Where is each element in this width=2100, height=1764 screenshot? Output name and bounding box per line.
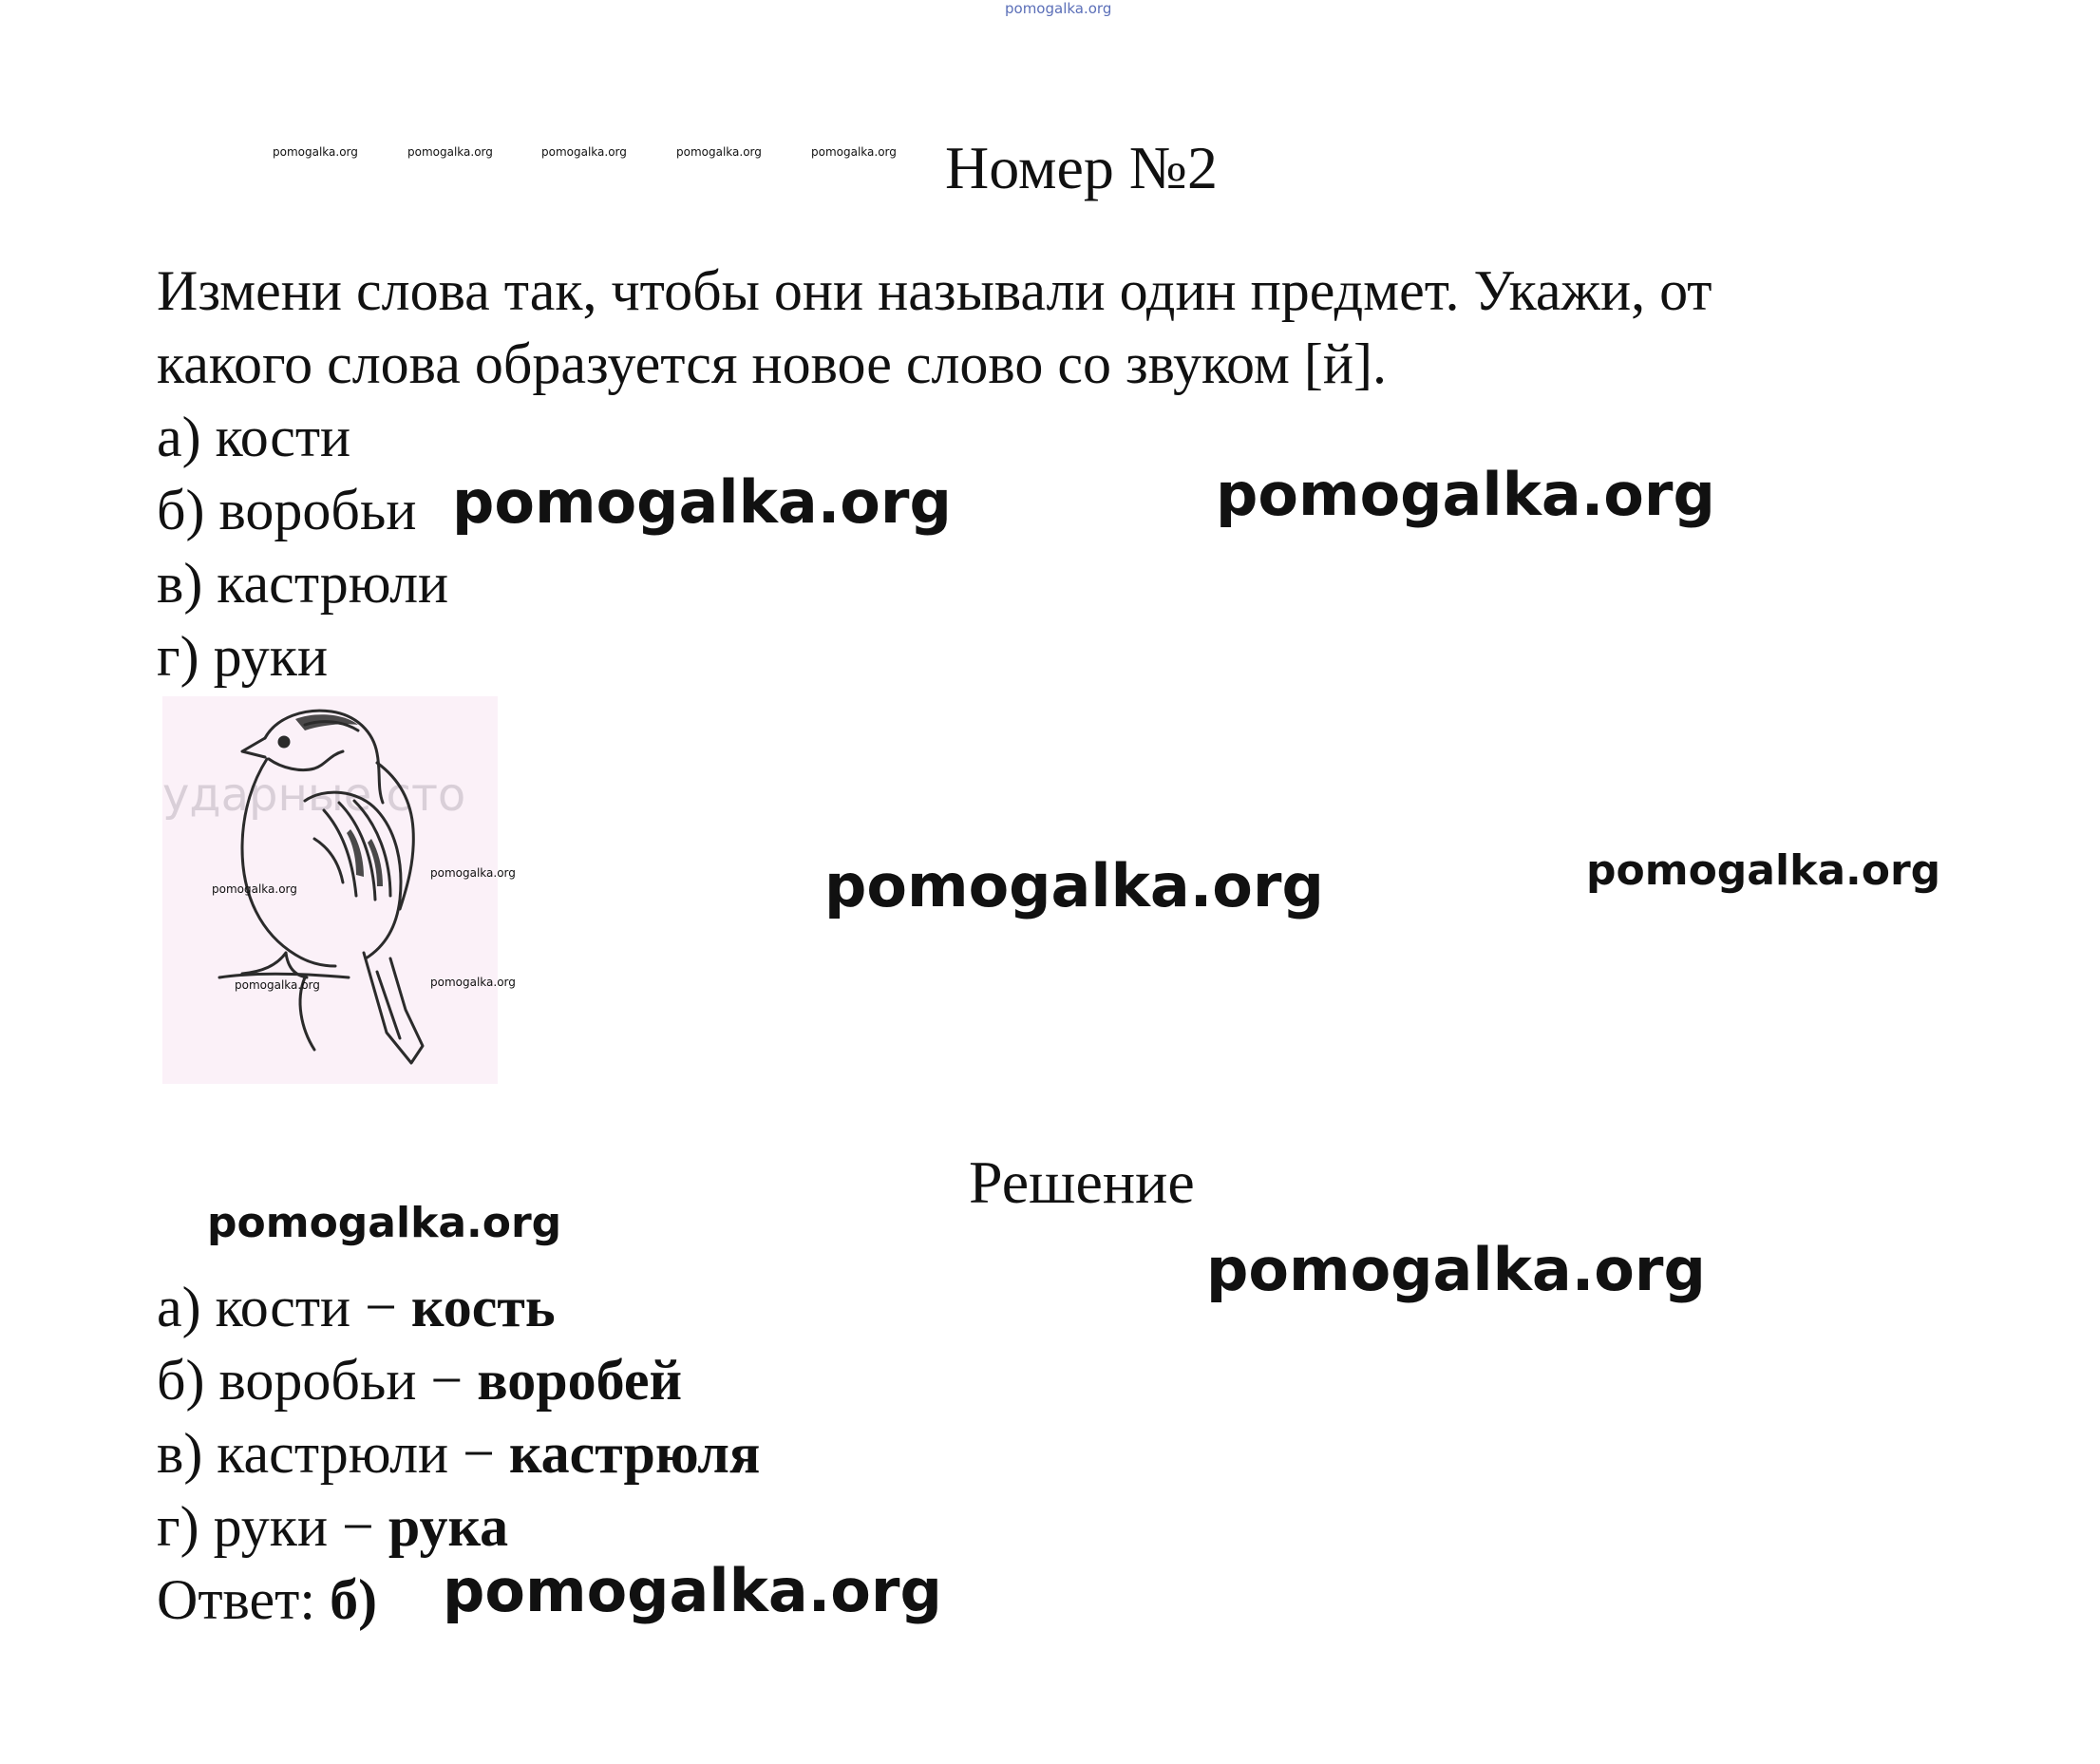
image-watermark-1: pomogalka.org — [212, 882, 297, 896]
watermark-large-1: pomogalka.org — [452, 467, 952, 537]
header-watermark-4: pomogalka.org — [676, 145, 762, 159]
solution-answer-a: кость — [411, 1276, 556, 1338]
header-watermark-1: pomogalka.org — [273, 145, 358, 159]
header-watermark-3: pomogalka.org — [541, 145, 627, 159]
watermark-large-3: pomogalka.org — [824, 851, 1324, 920]
solution-row-v: в) кастрюли − кастрюля — [157, 1422, 761, 1485]
top-watermark: pomogalka.org — [1005, 0, 1112, 17]
solution-row-a: а) кости − кость — [157, 1276, 556, 1338]
sparrow-illustration — [162, 696, 516, 1084]
option-v: в) кастрюли — [157, 552, 449, 615]
option-a: а) кости — [157, 406, 351, 468]
final-answer: Ответ: б) — [157, 1568, 378, 1631]
task-text-line-1: Измени слова так, чтобы они называли один предмет. Укажи, от — [157, 259, 1712, 322]
solution-row-g: г) руки − рука — [157, 1495, 509, 1558]
image-watermark-4: pomogalka.org — [430, 976, 516, 989]
faded-background-text: ударные сто — [162, 768, 466, 822]
header-watermark-2: pomogalka.org — [407, 145, 493, 159]
task-text-line-2: какого слова образуется новое слово со звуком [й]. — [157, 332, 1387, 395]
solution-answer-b: воробей — [477, 1349, 683, 1412]
header-watermark-5: pomogalka.org — [811, 145, 897, 159]
solution-row-b: б) воробьи − воробей — [157, 1349, 683, 1412]
solution-title: Решение — [969, 1148, 1195, 1216]
watermark-large-2: pomogalka.org — [1216, 460, 1715, 529]
option-b: б) воробьи — [157, 479, 417, 541]
final-answer-value: б) — [330, 1568, 378, 1631]
watermark-large-5: pomogalka.org — [443, 1556, 942, 1625]
option-g: г) руки — [157, 625, 329, 688]
image-watermark-2: pomogalka.org — [430, 866, 516, 880]
image-watermark-3: pomogalka.org — [235, 978, 320, 992]
solution-answer-v: кастрюля — [509, 1422, 761, 1485]
watermark-medium-1: pomogalka.org — [1586, 846, 1941, 895]
watermark-large-4: pomogalka.org — [1206, 1235, 1706, 1304]
task-title: Номер №2 — [945, 134, 1218, 201]
solution-answer-g: рука — [388, 1495, 509, 1558]
watermark-medium-2: pomogalka.org — [207, 1199, 562, 1247]
